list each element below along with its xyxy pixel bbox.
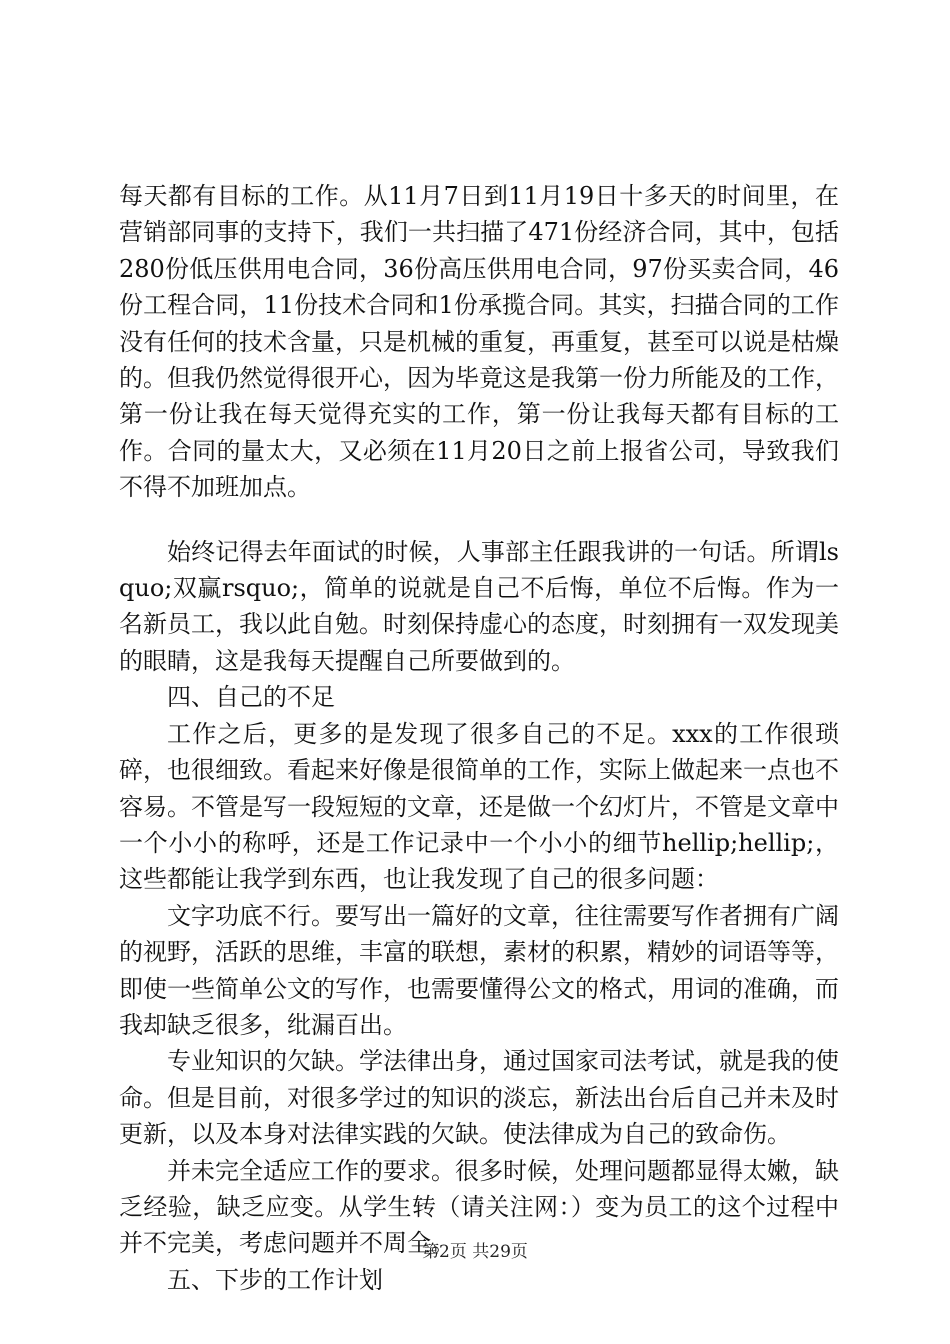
section-heading-next-plan: 五、下步的工作计划	[167, 1265, 383, 1294]
paragraph-scanning-contracts: 每天都有目标的工作。从11月7日到11月19日十多天的时间里，在营销部同事的支持下，我们一共扫描了471份经济合同，其中，包括280份低压供用电合同，36份高压供用电合同，97份买卖合同，46份工程合同，11份技术合同和1份承揽合同。其实，扫描合同的工作没有任何的技术含量，只是机械的重复，再重复，甚至可以说是枯燥的。但我仍然觉得很开心，因为毕竟这是我第一份力所能及的工作，第一份让我在每天觉得充实的工作，第一份让我每天都有目标的工作。合同的量太大，又必须在11月20日之前上报省公司，导致我们不得不加班加点。	[119, 182, 839, 502]
paragraph-shortcomings-intro: 工作之后，更多的是发现了很多自己的不足。xxx的工作很琐碎，也很细致。看起来好像是很简单的工作，实际上做起来一点也不容易。不管是写一段短短的文章，还是做一个幻灯片，不管是文章中一个小小的称呼，还是工作记录中一个小小的细节hellip;hellip;，这些都能让我学到东西，也让我发现了自己的很多问题：	[119, 719, 839, 894]
paragraph-work-adaptation: 并未完全适应工作的要求。很多时候，处理问题都显得太嫩，缺乏经验，缺乏应变。从学生转（请关注网：）变为员工的这个过程中并不完美，考虑问题并不周全。	[119, 1156, 839, 1258]
paragraph-interview-memory: 始终记得去年面试的时候，人事部主任跟我讲的一句话。所谓lsquo;双赢rsquo;，简单的说就是自己不后悔，单位不后悔。作为一名新员工，我以此自勉。时刻保持虚心的态度，时刻拥有一双发现美的眼睛，这是我每天提醒自己所要做到的。	[119, 537, 839, 675]
section-heading-shortcomings: 四、自己的不足	[167, 683, 335, 712]
document-body	[119, 178, 839, 1298]
paragraph-writing-skills: 文字功底不行。要写出一篇好的文章，往往需要写作者拥有广阔的视野，活跃的思维，丰富的联想，素材的积累，精妙的词语等等，即使一些简单公文的写作，也需要懂得公文的格式，用词的准确，而我却缺乏很多，纰漏百出。	[119, 901, 839, 1039]
page-number-footer: 第2页 共29页	[422, 1242, 528, 1262]
paragraph-professional-knowledge: 专业知识的欠缺。学法律出身，通过国家司法考试，就是我的使命。但是目前，对很多学过的知识的淡忘，新法出台后自己并未及时更新，以及本身对法律实践的欠缺。使法律成为自己的致命伤。	[119, 1047, 839, 1149]
